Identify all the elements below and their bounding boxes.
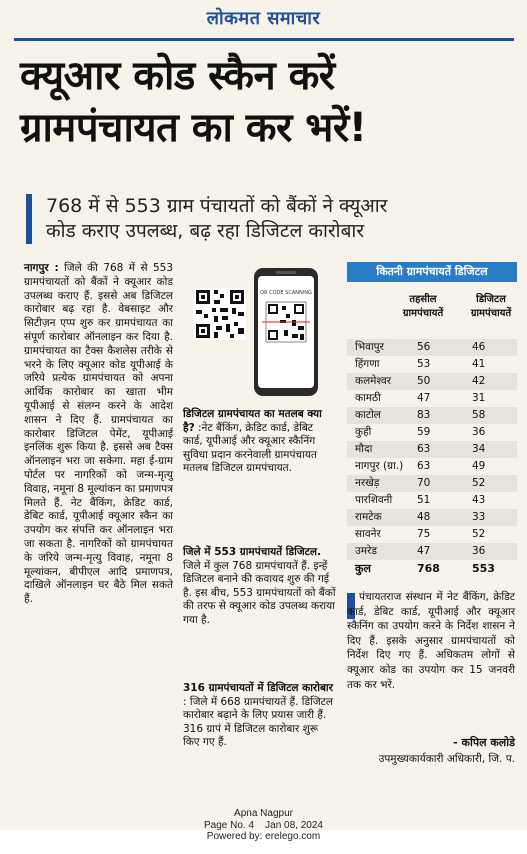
footer-publication: Apna Nagpur: [234, 808, 293, 819]
table-title: कितनी ग्रामपंचायतें डिजिटल: [347, 262, 517, 282]
official-quote-text: पंचायतराज संस्थान में नेट बैंकिंग, क्रेडिट कार्ड, डेबिट कार्ड, यूपीआई और क्यूआर स्कैनिंग का उपयोग करने के निर्देश शासन ने दिए हैं. इसके अनुसार ग्रामपंचायतों को निर्देश दिए गए हैं. अधिकतम लोगों से क्यूआर कोड का उपयोग कर 15 जनवरी तक कर भरें.: [347, 591, 515, 691]
footer-powered-by: Powered by: erelego.com: [206, 831, 321, 842]
official-quote: [347, 590, 515, 692]
left-column-story: [24, 262, 173, 607]
table-total-row: कुल 768 553: [355, 562, 495, 575]
qr-code-icon: [194, 288, 246, 340]
subheadline-line-1: 768 में से 553 ग्राम पंचायतों को बैंकों ने क्यूआर: [46, 195, 388, 217]
masthead-rule: [14, 38, 514, 41]
col-header-tehsil-sub: ग्रामपंचायतें: [402, 308, 444, 319]
subheadline-line-2: कोड कराए उपलब्ध, बढ़ रहा डिजिटल कारोबार: [46, 220, 365, 242]
table-row: कुही 59 36: [355, 426, 486, 438]
masthead: लोकमत समाचार: [206, 8, 321, 29]
headline: [20, 50, 515, 154]
headline-line-1: क्यूआर कोड स्कैन करें: [20, 53, 335, 99]
story-body: जिले की 768 में से 553 ग्रामपंचायतों को बैंकों ने क्यूआर कोड उपलब्ध कराए हैं. इससे अब डिजिटल कारोबार बढ़ रहा है. वेबसाइट और सिटीज़न एप्प शुरु कर ग्रामपंचायत का संपूर्ण कारोबार ऑनलाइन कर दिया है. ग्रामपंचायत का टैक्स कैशलेस तरीके से भरने के लिए क्यूआर कोड यूपीआई के जरिये प्रत्येक ग्रामपंचायत को अपना आर्थिक कारोबार का खाता भीम यूपीआई से संलग्न करने के आदेश शासन ने दिए हैं. ग्रामपंचायत का कारोबार डिजिटल पेमेंट, यूपीआई इनलिंक शुरू किया है. इससे अब टैक्स ऑनलाइन भरा जा सकेगा. महा ई-ग्राम पोर्टल पर नागरिकों को जन्म-मृत्यु विवाह, नमूना 8 मूल्यांकन का प्रमाणपत्र मिलते हैं. नेट बैंकिंग, क्रेडिट कार्ड, डेबिट कार्ड, यूपीआई क्यूआर स्कैन का उपयोग कर संपत्ति कर ऑनलाइन भरा जा सकता है. नागरिकों को ग्रामपंचायत के जरिये जन्म-मृत्यु विवाह, नमूना 8 मूल्यांकन, बीपीएल आदि प्रमाणपत्र, दाखिले ऑनलाइन घर बैठे मिल सकते हैं.: [24, 262, 174, 606]
table-row: नागपुर (ग्रा.) 63 49: [355, 460, 486, 472]
table-row: नरखेड़ 70 52: [347, 475, 517, 492]
table-row: भिवापुर 56 46: [347, 339, 517, 356]
headline-line-2: ग्रामपंचायत का कर भरें!: [20, 105, 367, 151]
col-header-digital-sub: ग्रामपंचायतें: [470, 308, 512, 319]
qr-code-phone-graphic: [192, 268, 332, 398]
smartphone-icon: [254, 268, 318, 396]
table-body: [347, 339, 517, 577]
footer-page-date: Page No. 4 Jan 08, 2024: [204, 819, 323, 831]
table-row: पारशिवनी 51 43: [355, 494, 486, 506]
table-row: काटोल 83 58: [347, 407, 517, 424]
phone-caption: QR CODE SCANNING: [260, 290, 312, 296]
subheadline: [26, 194, 521, 244]
dateline: नागपुर :: [24, 262, 59, 274]
table-row: हिंगणा 53 41: [355, 358, 486, 370]
table-row: सावनेर 75 52: [355, 528, 486, 540]
mid-section-2-heading: जिले में 553 ग्रामपंचायतें डिजिटल.: [183, 546, 322, 558]
col-header-digital: डिजिटल: [476, 294, 506, 305]
table-row: रामटेक 48 33: [347, 509, 517, 526]
table-row: मौदा 63 34: [347, 441, 517, 458]
mid-section-1-text: :नेट बैंकिंग, क्रेडिट कार्ड, डेबिट कार्ड, यूपीआई और क्यूआर स्कैनिंग सुविधा प्रदान करनेवाली ग्रामपंचायत मतलब डिजिटल ग्रामपंचायत.: [183, 421, 317, 475]
official-name: - कपिल कलोडे: [453, 736, 515, 749]
mid-section-3-heading: 316 ग्रामपंचायतों में डिजिटल कारोबार: [183, 682, 333, 694]
mid-section-1: [183, 408, 336, 476]
table-row: कामठी 47 31: [355, 392, 486, 404]
col-header-tehsil: तहसील: [409, 294, 437, 305]
mid-section-2: [183, 546, 336, 628]
clipping-footer: [0, 808, 527, 843]
table-row: कलमेश्वर 50 42: [347, 373, 517, 390]
official-title: उपमुख्यकार्यकारी अधिकारी, जि. प.: [378, 753, 515, 765]
mid-section-2-text: जिले में कुल 768 ग्रामपंचायतें हैं. इन्हें डिजिटल बनाने की कवायद शुरु की गई है. इस बीच, 553 ग्रामपंचायतों को बैंकों की तरफ से क्यूआर कोड उपलब्ध कराया गया है.: [183, 559, 336, 626]
mid-section-3: [183, 682, 336, 750]
mid-section-3-text: : जिले में 668 ग्रामपंचायतें हैं. डिजिटल कारोबार बढ़ाने के लिए प्रयास जारी हैं. 316 ग्रापं में डिजिटल कारोबार शुरू किए गए हैं.: [183, 695, 334, 749]
table-row: उमरेड 47 36: [347, 543, 517, 560]
mid-section-1-heading: डिजिटल ग्रामपंचायत का मतलब क्या है?: [183, 408, 322, 434]
